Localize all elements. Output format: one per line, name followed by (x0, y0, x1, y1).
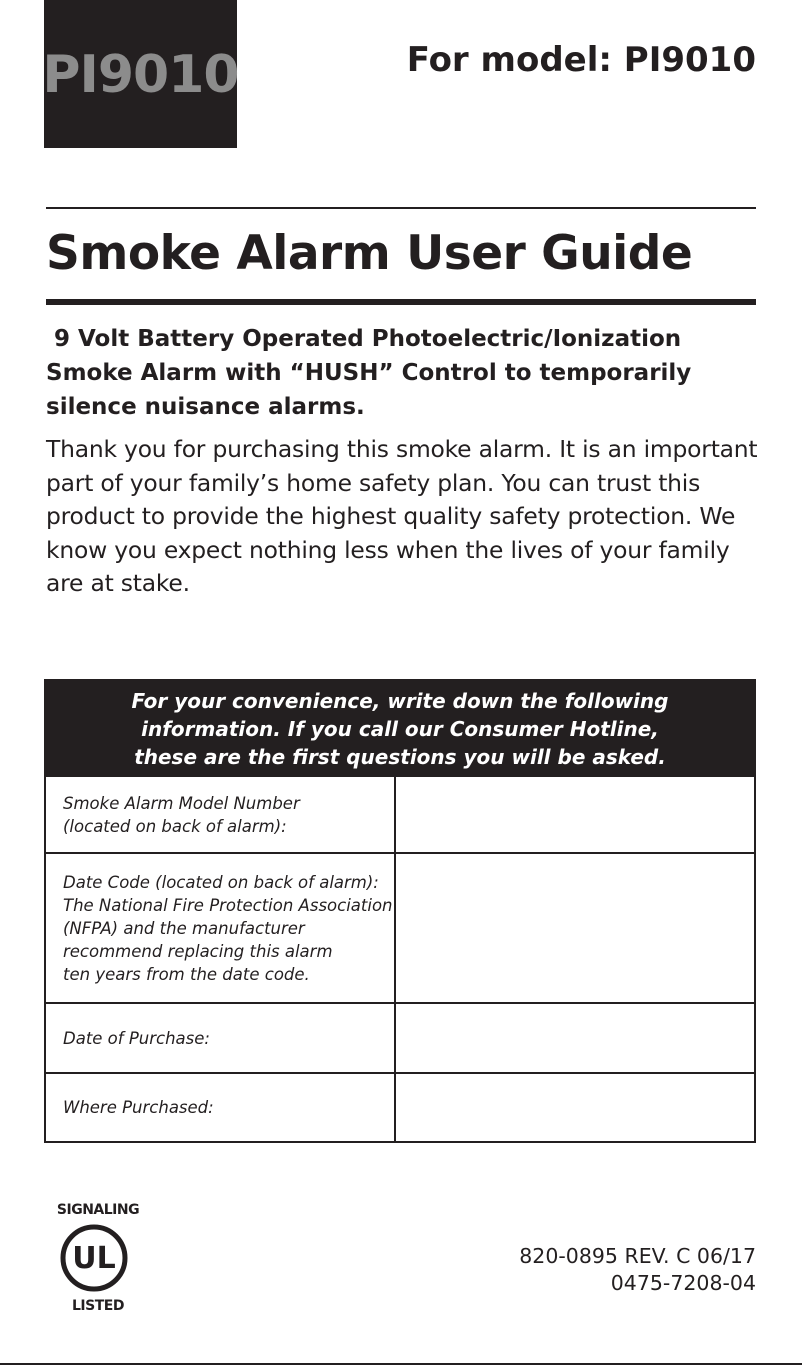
date-of-purchase-field[interactable] (396, 1004, 754, 1072)
top-divider (46, 207, 756, 209)
part-number: 0475-7208-04 (610, 1271, 756, 1295)
label-line: Where Purchased: (63, 1098, 214, 1117)
intro-line: product to provide the highest quality safety protection. We (46, 502, 736, 530)
ul-signaling-text: SIGNALING (56, 1202, 140, 1218)
date-of-purchase-label (46, 1004, 396, 1072)
table-header (46, 681, 754, 777)
ul-mark-text: UL (72, 1241, 116, 1276)
date-code-label (46, 854, 396, 1002)
label-line: Date of Purchase: (63, 1028, 210, 1048)
table-header-line: For your convenience, write down the following (131, 689, 669, 713)
table-row-model-number (46, 777, 754, 852)
doc-revision-number: 820-0895 REV. C 06/17 (519, 1244, 756, 1268)
label-line: The National Fire Protection Association (63, 895, 393, 915)
date-code-field[interactable] (396, 854, 754, 1002)
table-header-line: these are the first questions you will be asked. (134, 745, 666, 769)
intro-line: Thank you for purchasing this smoke alarm. It is an important (46, 435, 758, 463)
table-row-where-purchased (46, 1072, 754, 1141)
subtitle-line: Smoke Alarm with “HUSH” Control to temporarily (46, 360, 692, 386)
title-divider (46, 299, 756, 305)
page-title: Smoke Alarm User Guide (46, 226, 693, 281)
subtitle-line: silence nuisance alarms. (46, 394, 365, 420)
label-line: ten years from the date code. (63, 964, 310, 984)
table-row-date-of-purchase (46, 1002, 754, 1072)
for-model-label: For model: PI9010 (406, 40, 756, 80)
where-purchased-label (46, 1074, 396, 1141)
record-info-table (44, 679, 756, 1143)
model-badge-text: PI9010 (42, 45, 239, 105)
label-line: Smoke Alarm Model Number (63, 793, 300, 813)
page-bottom-border (0, 1363, 802, 1365)
subtitle-line: 9 Volt Battery Operated Photoelectric/Ionization (54, 326, 682, 352)
model-number-label (46, 777, 396, 852)
label-line: Date Code (located on back of alarm): (63, 872, 379, 892)
label-line: recommend replacing this alarm (63, 941, 333, 961)
document-codes (519, 1243, 756, 1297)
intro-paragraph (46, 433, 758, 601)
table-row-date-code (46, 852, 754, 1002)
model-badge (44, 0, 237, 148)
model-number-field[interactable] (396, 777, 754, 852)
intro-line: are at stake. (46, 569, 190, 597)
label-line: (located on back of alarm): (63, 816, 287, 836)
ul-listed-logo (52, 1202, 144, 1318)
product-subtitle (46, 322, 746, 424)
ul-listed-text: LISTED (72, 1298, 124, 1314)
intro-line: know you expect nothing less when the lives of your family (46, 535, 730, 564)
where-purchased-field[interactable] (396, 1074, 754, 1141)
label-line: (NFPA) and the manufacturer (63, 918, 305, 938)
table-header-line: information. If you call our Consumer Hotline, (141, 717, 659, 741)
intro-line: part of your family’s home safety plan. You can trust this (46, 468, 701, 497)
ul-circle-icon (60, 1224, 128, 1292)
